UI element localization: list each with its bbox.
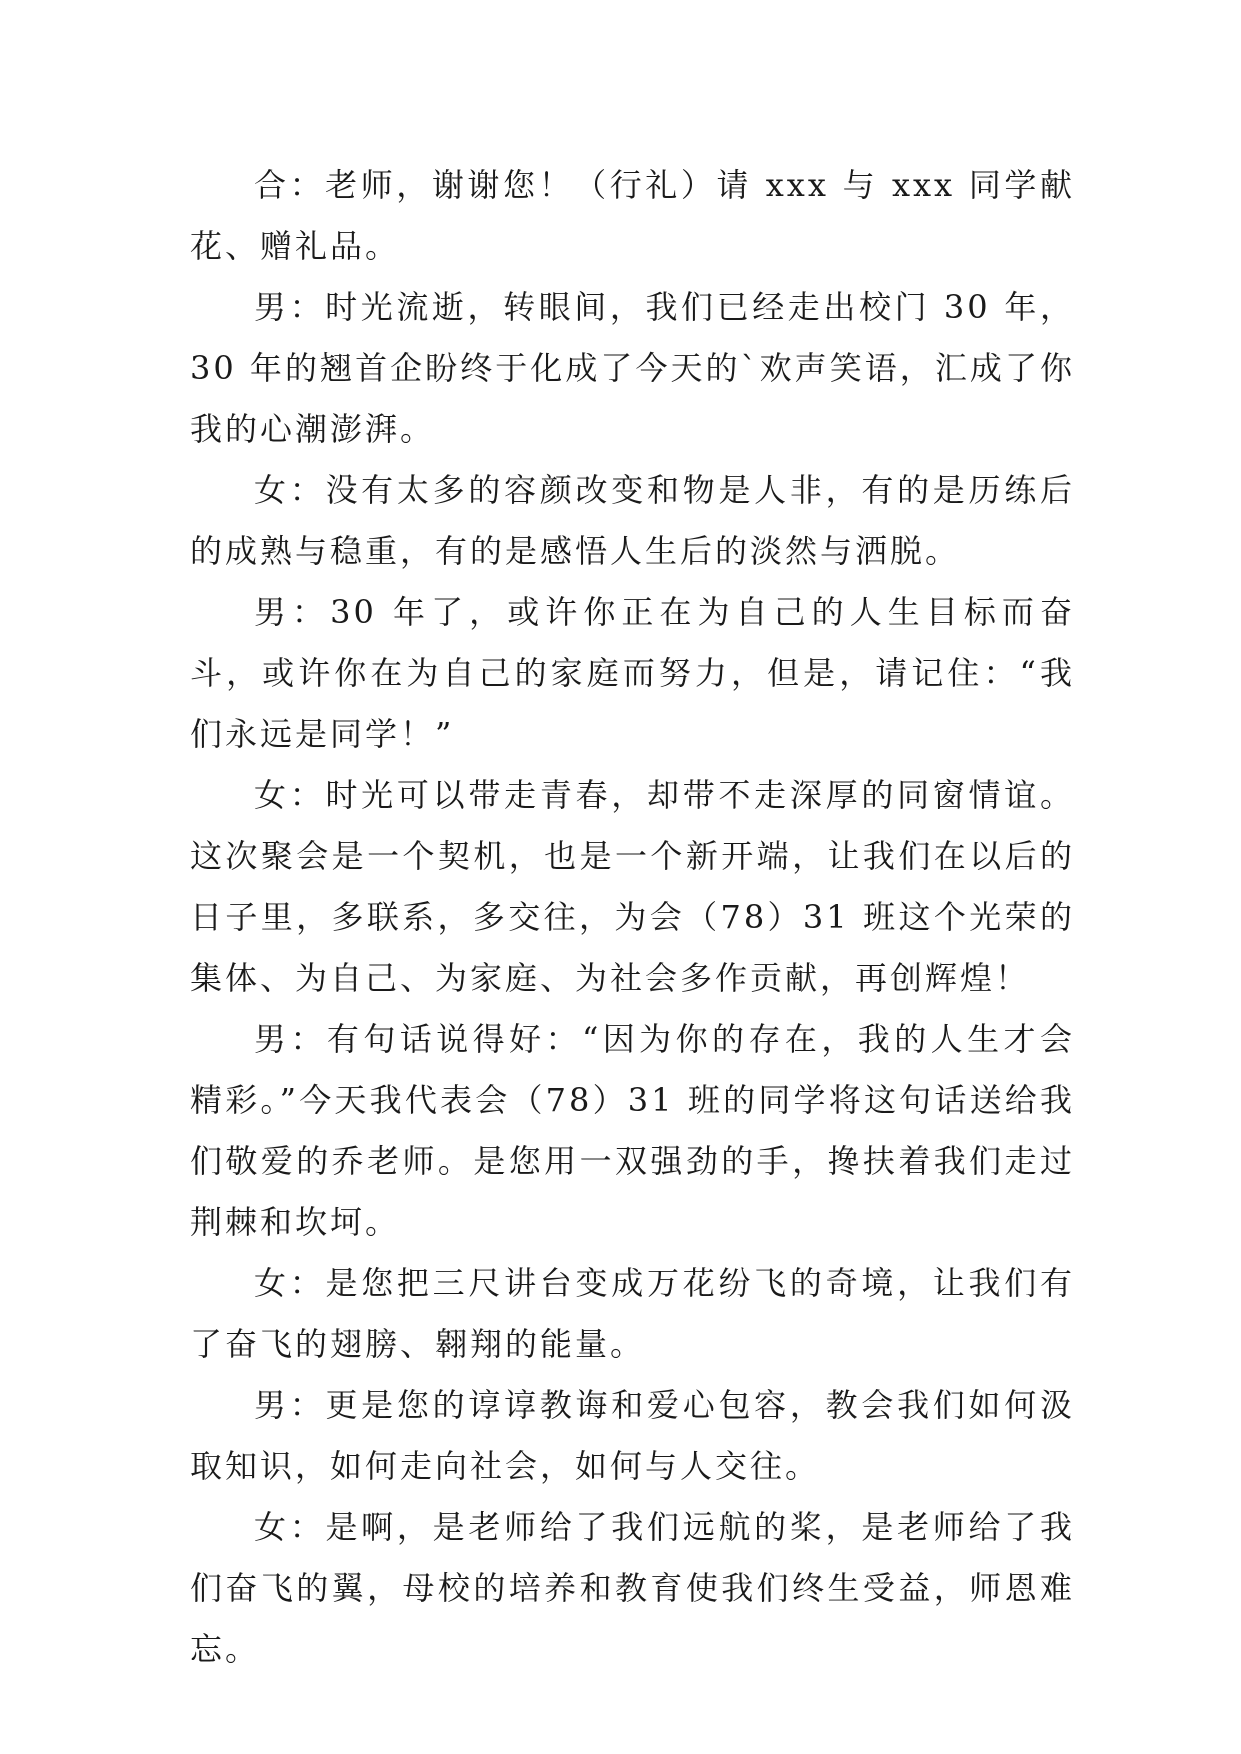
paragraph-female-maturity: 女：没有太多的容颜改变和物是人非，有的是历练后的成熟与稳重，有的是感悟人生后的淡然与洒脱。 bbox=[190, 471, 1075, 570]
paragraph-male-classmates: 男：30 年了，或许你正在为自己的人生目标而奋斗，或许你在为自己的家庭而努力，但是，请记住：“我们永远是同学！” bbox=[190, 593, 1075, 753]
paragraph-female-gratitude: 女：是啊，是老师给了我们远航的桨，是老师给了我们奋飞的翼，母校的培养和教育使我们终生受益，师恩难忘。 bbox=[190, 1508, 1075, 1668]
document-body bbox=[190, 155, 1075, 1680]
paragraph-closing-thanks: 合：老师，谢谢您！（行礼）请 xxx 与 xxx 同学献花、赠礼品。 bbox=[190, 166, 1075, 265]
paragraph-male-time-passes: 男：时光流逝，转眼间，我们已经走出校门 30 年，30 年的翘首企盼终于化成了今天的`欢声笑语，汇成了你我的心潮澎湃。 bbox=[190, 288, 1075, 448]
paragraph-male-teachings: 男：更是您的谆谆教诲和爱心包容，教会我们如何汲取知识，如何走向社会，如何与人交往。 bbox=[190, 1386, 1075, 1485]
paragraph-female-reunion: 女：时光可以带走青春，却带不走深厚的同窗情谊。这次聚会是一个契机，也是一个新开端，让我们在以后的日子里，多联系，多交往，为会（78）31 班这个光荣的集体、为自己、为家庭、为社会多作贡献，再创辉煌！ bbox=[190, 776, 1075, 997]
paragraph-female-wings: 女：是您把三尺讲台变成万花纷飞的奇境，让我们有了奋飞的翅膀、翱翔的能量。 bbox=[190, 1264, 1075, 1363]
paragraph-male-teacher-tribute: 男：有句话说得好：“因为你的存在，我的人生才会精彩。”今天我代表会（78）31 班的同学将这句话送给我们敬爱的乔老师。是您用一双强劲的手，搀扶着我们走过荆棘和坎坷。 bbox=[190, 1020, 1075, 1241]
